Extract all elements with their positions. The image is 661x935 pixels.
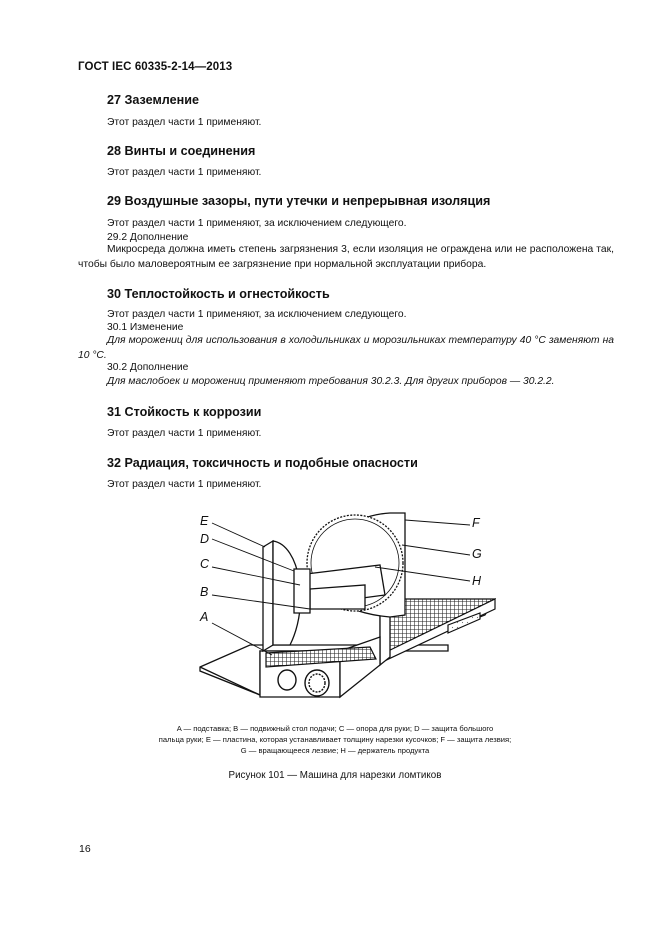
section-30-2-heading: 30.2 Дополнение [107, 362, 189, 373]
section-30-title: 30 Теплостойкость и огнестойкость [107, 287, 330, 301]
section-27-title: 27 Заземление [107, 93, 199, 107]
figure-label-g: G [472, 547, 482, 561]
figure-label-f: F [472, 516, 480, 530]
section-30-1-text: Для морожениц для использования в холодильниках и морозильниках температуру 40 °С заменяют на 10 °С. [78, 335, 614, 361]
figure-label-h: H [472, 574, 482, 588]
figure-label-b: B [200, 585, 209, 599]
section-32-title: 32 Радиация, токсичность и подобные опасности [107, 456, 418, 470]
figure-caption: Рисунок 101 — Машина для нарезки ломтиков [228, 770, 442, 781]
figure-legend-line-3: G — вращающееся лезвие; H — держатель продукта [240, 746, 430, 755]
figure-legend-line-1: A — подставка; B — подвижный стол подачи; C — опора для руки; D — защита большого [176, 724, 494, 733]
section-31-body: Этот раздел части 1 применяют. [107, 428, 262, 439]
figure-label-c: C [200, 557, 210, 571]
figure-legend-line-2: пальца руки; E — пластина, которая устанавливает толщину нарезки кусочков; F — защита лезвия; [158, 735, 512, 744]
section-32-body: Этот раздел части 1 применяют. [107, 479, 262, 490]
figure-label-d: D [200, 532, 210, 546]
section-29-body: Этот раздел части 1 применяют, за исключением следующего. [107, 218, 407, 229]
section-29-2-text: Микросреда должна иметь степень загрязнения 3, если изоляция не ограждена или не расположена так, чтобы было маловероятным ее загрязнение при нормальной эксплуатации прибора. [78, 244, 614, 270]
section-30-2-text: Для маслобоек и морожениц применяют требования 30.2.3. Для других приборов — 30.2.2. [107, 376, 555, 387]
section-30-1-heading: 30.1 Изменение [107, 322, 184, 333]
slicing-machine-figure [190, 505, 500, 710]
section-27-body: Этот раздел части 1 применяют. [107, 117, 262, 128]
section-28-body: Этот раздел части 1 применяют. [107, 167, 262, 178]
figure-label-e: E [200, 514, 209, 528]
section-29-2-heading: 29.2 Дополнение [107, 232, 189, 243]
page-number: 16 [79, 843, 91, 855]
section-31-title: 31 Стойкость к коррозии [107, 405, 262, 419]
section-30-body: Этот раздел части 1 применяют, за исключением следующего. [107, 309, 407, 320]
standard-header: ГОСТ IEC 60335-2-14—2013 [78, 61, 233, 73]
section-29-title: 29 Воздушные зазоры, пути утечки и непрерывная изоляция [107, 194, 491, 208]
section-28-title: 28 Винты и соединения [107, 144, 256, 158]
figure-label-a: A [200, 610, 209, 624]
